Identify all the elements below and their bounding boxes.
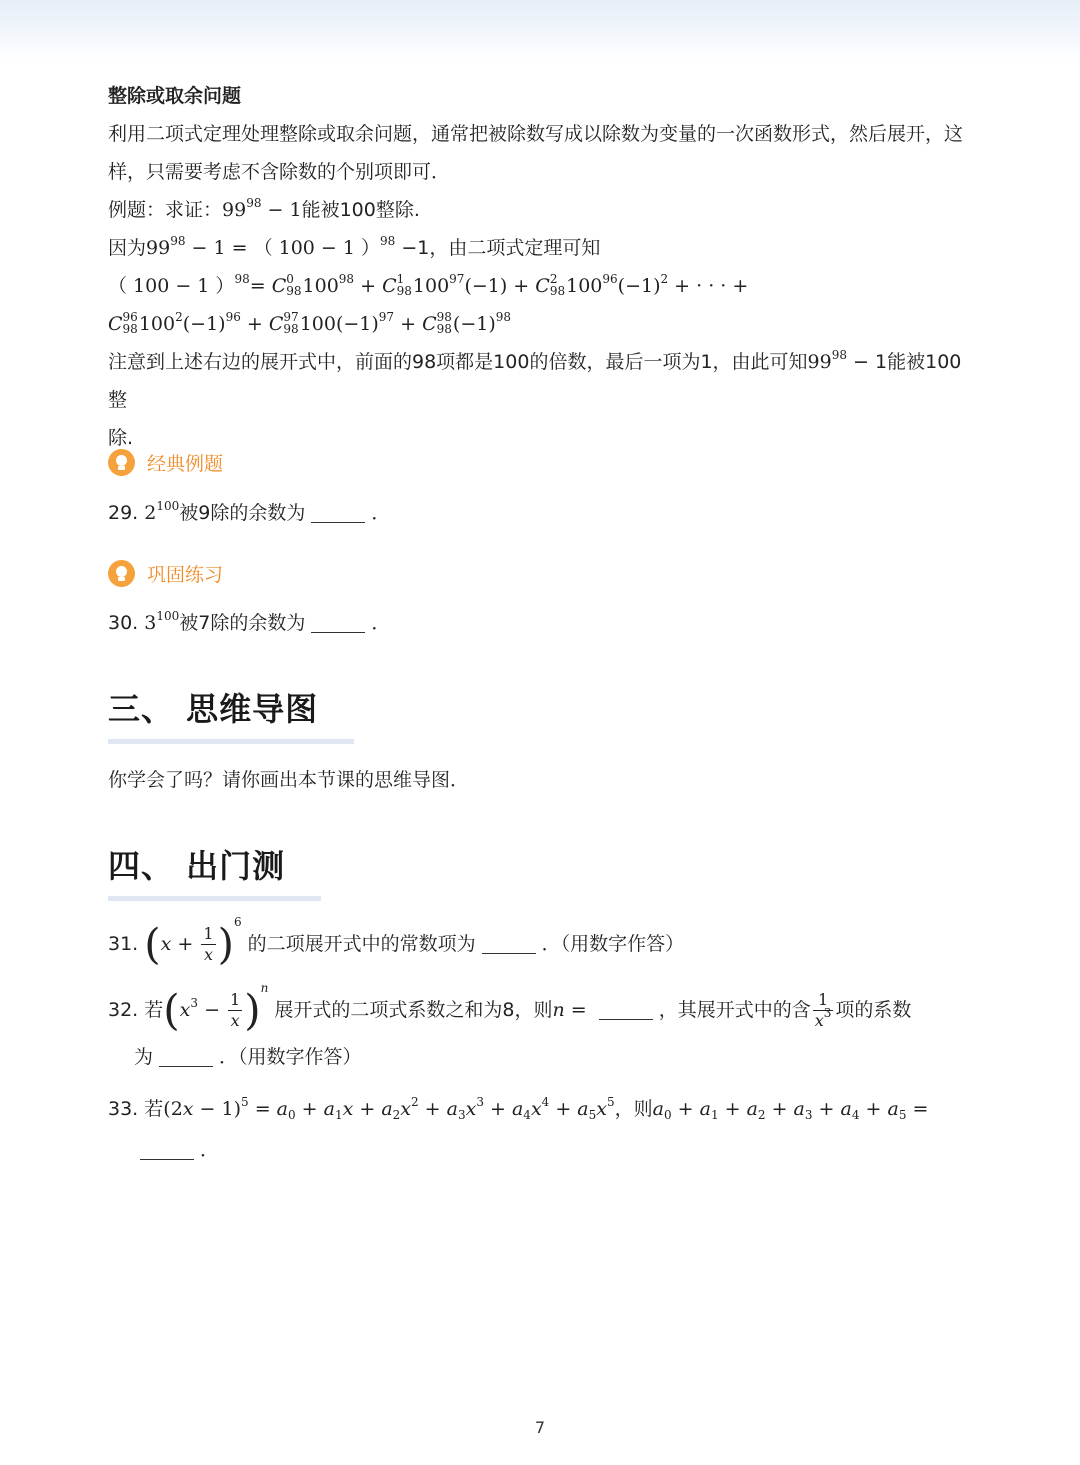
note-line-2: 除.: [108, 427, 134, 449]
desc-line-2: 样，只需要考虑不含除数的个别项即可．: [108, 161, 451, 183]
subsection-title: 整除或取余问题: [108, 85, 242, 107]
practice-badge: [108, 560, 223, 587]
question-29: [108, 494, 978, 532]
section-3-title: 三、 思维导图: [108, 690, 319, 728]
q29-answer-blank[interactable]: [311, 504, 365, 523]
note-line-1: [108, 343, 978, 419]
q29-exp: 100: [156, 499, 180, 513]
q33-text: ，则: [614, 1098, 653, 1120]
q30-exp: 100: [156, 609, 180, 623]
q31-end: ．（用数字作答）: [541, 933, 685, 955]
question-33: 33. 若$(2x - 1)^5 = a_0 + a_1x + a_2x^2 + a_3x^3 + a_4x^4 + a_5x^5$，则$a_0 + a_1 + a_2 + a_3 + a_4 + a_5$ =: [108, 1095, 929, 1122]
example-suffix: 能被100整除.: [301, 199, 420, 221]
header-band: [0, 0, 1080, 60]
note-base: 99: [807, 351, 832, 373]
practice-badge-label: 巩固练习: [147, 564, 224, 586]
example-line: [108, 191, 978, 229]
q29-number: 29.: [108, 502, 139, 524]
example-minus: − 1: [261, 199, 302, 221]
page-number: 7: [534, 1418, 546, 1437]
classic-examples-badge: [108, 449, 223, 476]
because-base-exp: 98: [170, 234, 186, 248]
lightbulb-icon: [108, 560, 135, 587]
remainder-section: [108, 77, 978, 457]
section-4-underline: [108, 896, 321, 901]
q32-ruo: 若: [144, 999, 164, 1021]
q31-answer-blank[interactable]: [482, 935, 536, 954]
q33-ruo: 若: [144, 1098, 164, 1120]
q32-number: 32.: [108, 999, 139, 1021]
expansion-line-2: C 96 98 $100^2(-1)^{96} + C$ 97 98 $100(-1)^{97} + C$ 98 98 $(-1)^{98}$: [108, 310, 512, 336]
q32-text-1: 展开式的二项式系数之和为8，则: [274, 999, 553, 1021]
example-prefix: 例题：求证：: [108, 199, 223, 221]
section-3-underline: [108, 739, 354, 744]
q32-line2-a: 为: [134, 1046, 154, 1068]
q30-text: 被7除的余数为: [179, 612, 306, 634]
q32-line2-b: ．（用数字作答）: [219, 1046, 362, 1068]
q33-end: ．: [200, 1139, 220, 1161]
note-exp: 98: [831, 348, 848, 362]
note-b: − 1能被100整: [108, 351, 962, 411]
q33-number: 33.: [108, 1098, 139, 1120]
q31-text: 的二项展开式中的常数项为: [247, 933, 476, 955]
q30-base: 3: [144, 612, 157, 634]
q32-n-blank[interactable]: [599, 1001, 653, 1020]
q32-text-3: 项的系数: [835, 999, 912, 1021]
desc-line-1: 利用二项式定理处理整除或取余问题，通常把被除数写成以除数为变量的一次函数形式，然后展开，这: [108, 123, 964, 145]
note-a: 注意到上述右边的展开式中，前面的98项都是100的倍数，最后一项为1，由此可知: [108, 351, 808, 373]
example-exp: 98: [246, 196, 262, 210]
classic-badge-label: 经典例题: [147, 453, 224, 475]
q32-coef-blank[interactable]: [159, 1048, 213, 1067]
q29-base: 2: [144, 502, 157, 524]
because-mid: − 1 = （ 100 − 1 ）: [185, 237, 381, 259]
because-exp: 98: [380, 234, 396, 248]
question-33-line-2: [134, 1131, 1004, 1169]
q30-answer-blank[interactable]: [311, 614, 365, 633]
q30-number: 30.: [108, 612, 139, 634]
question-32-line-2: [134, 1038, 1004, 1076]
question-31: 31. (x + $\frac{1}{x}$ )$^6$ 的二项展开式中的常数项为 ．（用数字作答）: [108, 915, 685, 969]
q30-end: ．: [371, 612, 391, 634]
section-4-title: 四、 出门测: [108, 847, 286, 885]
q29-text: 被9除的余数为: [179, 502, 306, 524]
q32-text-2: ，其展开式中的含: [658, 999, 811, 1021]
q29-end: ．: [371, 502, 391, 524]
section-3-text: 你学会了吗？请你画出本节课的思维导图．: [108, 769, 470, 791]
question-32: 32. 若($x^3$ − $\frac{1}{x}$ )$^n$ 展开式的二项式系数之和为8，则n = ，其展开式中的含 $\frac{1}{x^3}$ 项的系数: [108, 981, 912, 1035]
because-prefix: 因为: [108, 237, 147, 259]
expansion-lead: （ 100 − 1 ）: [108, 275, 235, 297]
q33-answer-blank[interactable]: [140, 1141, 194, 1160]
lightbulb-icon: [108, 449, 135, 476]
example-base: 99: [222, 199, 247, 221]
because-tail: −1，由二项式定理可知: [395, 237, 601, 259]
because-base: 99: [146, 237, 171, 259]
expansion-line-1: （ 100 − 1 ）$^{98}$= C 0 98 $100^{98} + C$ 1 98 $100^{97}(-1) + C$ 2 98 $100^{96}(-1)^2$ + · · · +: [108, 272, 749, 298]
because-line: [108, 229, 978, 267]
question-30: [108, 604, 978, 642]
q31-number: 31.: [108, 933, 139, 955]
